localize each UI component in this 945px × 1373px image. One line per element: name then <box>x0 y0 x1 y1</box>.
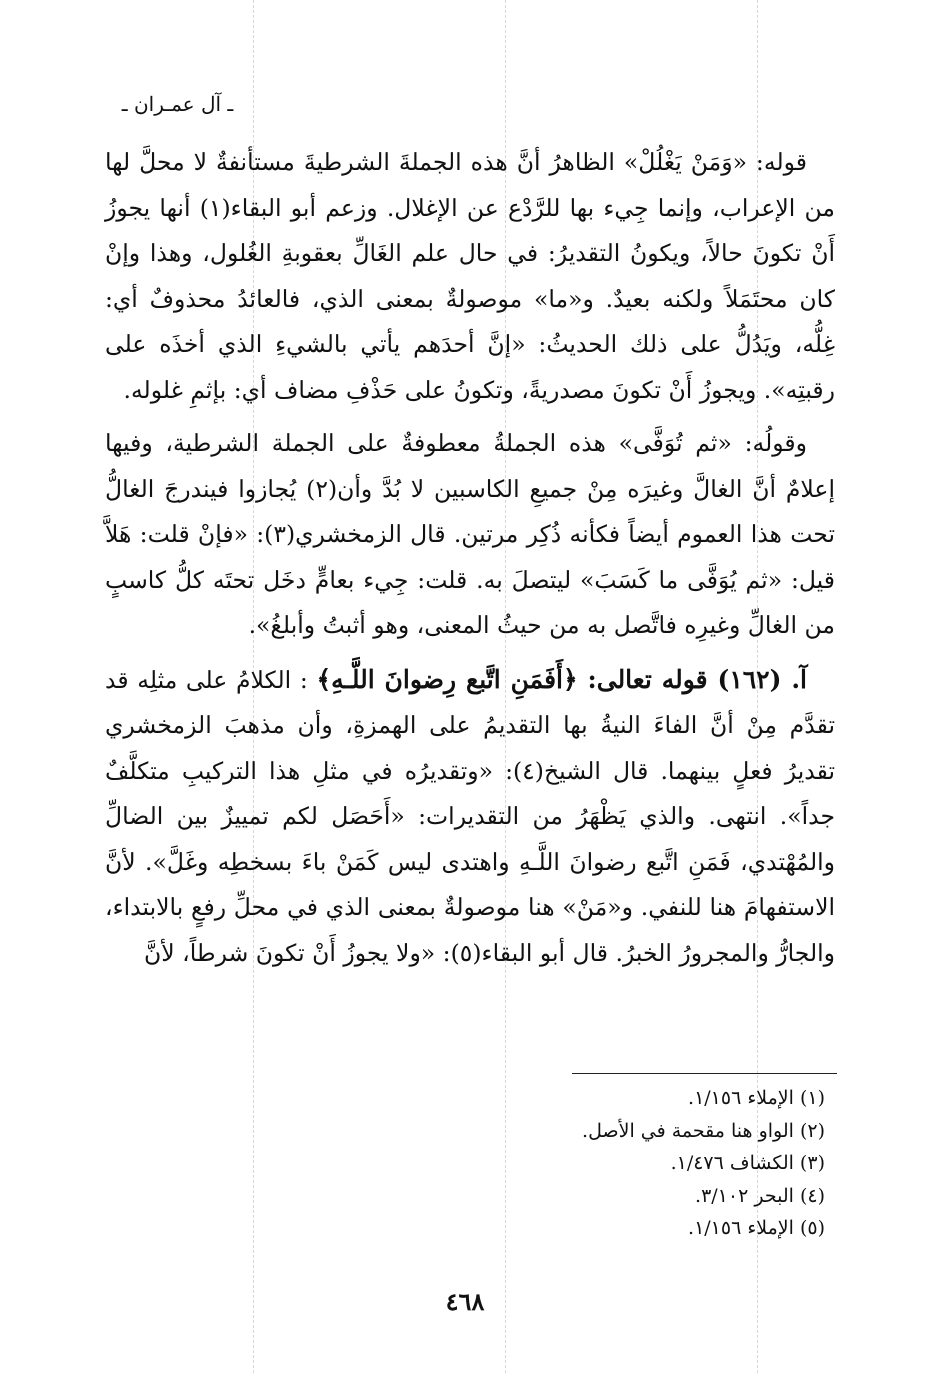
verse-heading: آ. (١٦٢) قوله تعالى: ﴿أَفَمَنِ اتَّبع رِضوانَ اللَّـهِ﴾ <box>316 664 807 694</box>
footnote: (٤) البحر ٣/١٠٢. <box>695 1184 825 1207</box>
paragraph: قوله: «وَمَنْ يَغْلُلْ» الظاهرُ أنَّ هذه الجملةَ الشرطيةَ مستأنفةٌ لا محلَّ لها من الإعراب، وإنما جِيء بها للرَّدْع عن الإغلال. وزعم أبو البقاء(١) أنها يجوزُ أَنْ تكونَ حالاً، ويكونُ التقديرُ: في حال علم الغَالِّ بعقوبةِ الغُلول، وهذا وإنْ كان محتَمَلاً ولكنه بعيدٌ. و«ما» موصولةٌ بمعنى الذي، فالعائدُ محذوفٌ أي: غِلُّه، ويَدُلُّ على ذلك الحديثُ: «إنَّ أحدَهم يأتي بالشيءِ الذي أخذَه على رقبتِه». ويجوزُ أَنْ تكونَ مصدريةً، وتكونُ على حَذْفِ مضاف أي: بإثمِ غلوله. <box>105 148 835 404</box>
footnote-separator <box>572 1073 837 1074</box>
paragraph: وقولُه: «ثم تُوَفَّى» هذه الجملةُ معطوفةٌ على الجملة الشرطية، وفيها إعلامٌ أنَّ الغالَّ وغيرَه مِنْ جميعِ الكاسبين لا بُدَّ وأن(٢) يُجازوا فيندرجَ الغالُّ تحت هذا العموم أيضاً فكأنه ذُكِر مرتين. قال الزمخشري(٣): «فإنْ قلت: هَلاَّ قيل: «ثم يُوَفَّى ما كَسَبَ» ليتصلَ به. قلت: جِيء بعامٍّ دخَل تحتَه كلُّ كاسبٍ من الغالِّ وغيرِه فاتَّصل به من حيثُ المعنى، وهو أثبتُ وأبلغُ». <box>105 429 835 639</box>
footnote: (٣) الكشاف ١/٤٧٦. <box>670 1152 825 1174</box>
footnote: (١) الإملاء ١/١٥٦. <box>688 1087 825 1109</box>
verse-commentary: : الكلامُ على مثلِه قد تقدَّم مِنْ أنَّ الفاءَ النيةُ بها التقديمُ على الهمزةِ، وأن مذهبَ الزمخشري تقديرُ فعلٍ بينهما. قال الشيخ(٤): «وتقديرُه في مثلِ هذا التركيبِ متكلَّفٌ جداً». انتهى. والذي يَظْهَرُ من التقديرات: «أَحَصَل لكم تمييزٌ بين الضالِّ والمُهْتدي، فَمَنِ اتَّبع رضوانَ اللَّـهِ واهتدى ليس كَمَنْ باءَ بسخطِه وغَلَّ». لأنَّ الاستفهامَ هنا للنفي. و«مَنْ» هنا موصولةٌ بمعنى الذي في محلِّ رفعٍ بالابتداء، والجارُّ والمجرورُ الخبرُ. قال أبو البقاء(٥): «ولا يجوزُ أَنْ تكونَ شرطاً، لأنَّ <box>105 665 835 967</box>
verse-paragraph <box>105 657 835 977</box>
main-text <box>105 140 835 976</box>
running-header: ـ آل عمـران ـ <box>121 92 234 116</box>
footnotes <box>480 1082 825 1245</box>
page-number: ٤٦٨ <box>445 1287 485 1316</box>
footnote: (٥) الإملاء ١/١٥٦. <box>688 1217 825 1239</box>
footnote: (٢) الواو هنا مقحمة في الأصل. <box>582 1119 825 1142</box>
